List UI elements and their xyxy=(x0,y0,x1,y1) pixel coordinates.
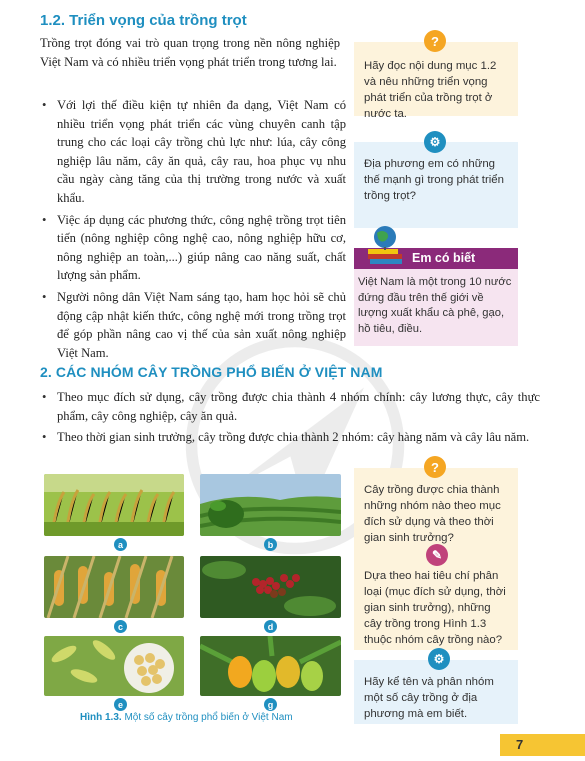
question-box-1 xyxy=(354,42,518,120)
connect-box xyxy=(354,142,518,228)
did-you-know-title: Em có biết xyxy=(354,248,518,269)
photo-soybean xyxy=(44,636,184,696)
question-text-2: Cây trồng được chia thành những nhóm nào theo mục đích sử dụng và theo thời gian sinh trưởng? xyxy=(364,484,501,544)
photo-tea xyxy=(200,474,341,536)
section-2-title: 2. CÁC NHÓM CÂY TRỒNG PHỔ BIẾN Ở VIỆT NAM xyxy=(40,364,383,380)
bullet-by-purpose: • Theo mục đích sử dụng, cây trồng được chia thành 4 nhóm chính: cây lương thực, cây thực phẩm, cây công nghiệp, cây ăn quả. xyxy=(40,388,540,425)
bullet-natural-advantage: • Với lợi thế điều kiện tự nhiên đa dạng, Việt Nam có nhiều triển vọng phát triển các vùng chuyên canh tập trung cho các loại cây trồng chủ lực như: lúa, cây công nghiệp lâu năm, cây ăn quả, cây rau, hoa phục vụ nhu cầu ngày càng tăng của thị trường trong nước và xuất khẩu. xyxy=(40,96,346,208)
bullet-by-growth-time: • Theo thời gian sinh trưởng, cây trồng được chia thành 2 nhóm: cây hàng năm và cây lâu năm. xyxy=(40,428,540,447)
figure-caption-text: Một số cây trồng phổ biến ở Việt Nam xyxy=(121,712,293,723)
apply-text: Hãy kể tên và phân nhóm một số cây trồng ở địa phương mà em biết. xyxy=(364,676,494,720)
question-text-1: Hãy đọc nội dung mục 1.2 và nêu những triển vọng phát triển của trồng trọt ở nước ta. xyxy=(364,60,497,120)
bullet-farmers: • Người nông dân Việt Nam sáng tạo, ham học hỏi sẽ chủ động cập nhật kiến thức, công nghệ mới trong trồng trọt để góp phần nâng cao vị thế của sản xuất nông nghiệp Việt Nam. xyxy=(40,288,346,362)
bullet-technology: • Việc áp dụng các phương thức, công nghệ trồng trọt tiên tiến (nông nghiệp công nghệ cao, nông nghiệp hữu cơ, nông nghiệp an toàn,...) giúp nâng cao năng suất, chất lượng sản phẩm. xyxy=(40,211,346,285)
gear-icon: ⚙ xyxy=(424,131,446,153)
figure-label-d: d xyxy=(264,620,277,633)
figure-label-b: b xyxy=(264,538,277,551)
question-icon: ? xyxy=(424,30,446,52)
photo-mango xyxy=(200,636,341,696)
page-number: 7 xyxy=(500,734,585,756)
question-box-2 xyxy=(354,468,518,554)
photo-corn xyxy=(44,556,184,618)
photo-rice xyxy=(44,474,184,536)
figure-label-c: c xyxy=(114,620,127,633)
pencil-icon: ✎ xyxy=(426,544,448,566)
globe-books-icon xyxy=(366,224,404,268)
analyze-text: Dựa theo hai tiêu chí phân loại (mục đích sử dụng, thời gian sinh trưởng), những cây trồng trong Hình 1.3 thuộc nhóm cây trồng nào? xyxy=(364,570,506,646)
figure-label-e: e xyxy=(114,698,127,711)
gear-icon: ⚙ xyxy=(428,648,450,670)
question-icon: ? xyxy=(424,456,446,478)
figure-caption xyxy=(80,712,293,723)
analyze-box xyxy=(354,554,518,650)
connect-text: Địa phương em có những thế mạnh gì trong phát triển trồng trọt? xyxy=(364,158,504,202)
section-1-2-bullets xyxy=(40,96,346,365)
figure-label-a: a xyxy=(114,538,127,551)
did-you-know-text: Việt Nam là một trong 10 nước đứng đầu trên thế giới về lượng xuất khẩu cà phê, gạo, hồ tiêu, điều. xyxy=(358,276,512,335)
section-2-bullets xyxy=(40,388,540,450)
section-1-2-intro: Trồng trọt đóng vai trò quan trọng trong nền nông nghiệp Việt Nam và có nhiều triển vọng phát triển trong tương lai. xyxy=(40,36,340,69)
figure-label-g: g xyxy=(264,698,277,711)
photo-coffee xyxy=(200,556,341,618)
section-1-2-title: 1.2. Triển vọng của trồng trọt xyxy=(40,12,247,29)
figure-caption-number: Hình 1.3. xyxy=(80,712,122,723)
